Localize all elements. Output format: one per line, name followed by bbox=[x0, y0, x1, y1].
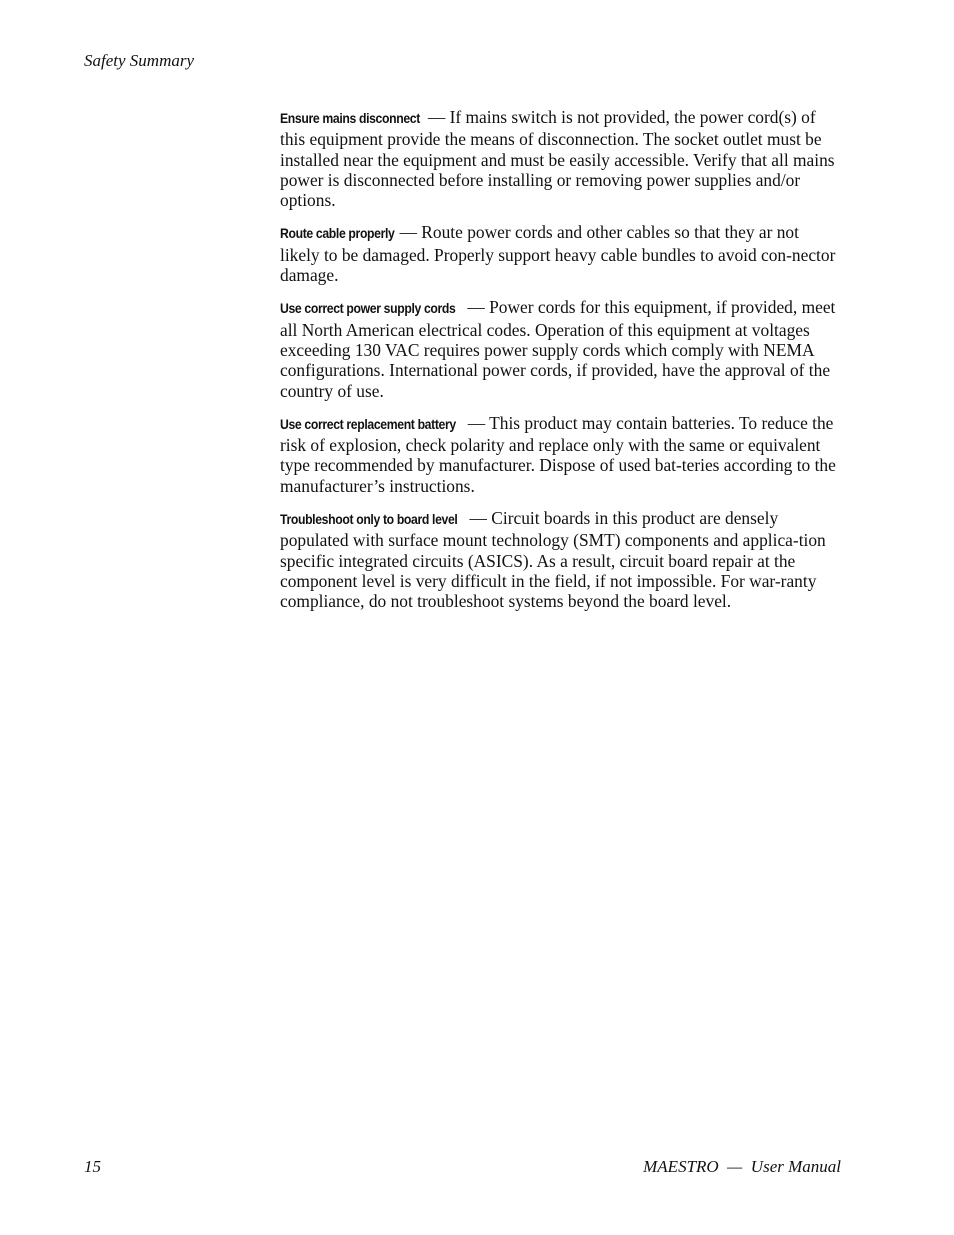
paragraph-text: — If mains switch is not provided, the power cord(s) of this equipment provide the means of disconnection. The socket outlet must be installed near the equipment and must be easily accessible. Verify that all mains power is disconnected before installing or removing power supplies and/or options. bbox=[280, 107, 835, 211]
paragraph-lead: Use correct power supply cords bbox=[280, 301, 456, 317]
running-header: Safety Summary bbox=[84, 51, 195, 70]
paragraph-text: — Power cords for this equipment, if provided, meet all North American electrical codes. Operation of this equipment at voltages exceeding 130 VAC requires power supply cords which comply with NEMA configurations. International power cords, if provided, have the approval of the country of use. bbox=[280, 297, 836, 401]
paragraph-lead: Route cable properly bbox=[280, 226, 395, 242]
paragraph-lead: Troubleshoot only to board level bbox=[280, 512, 458, 528]
paragraph-text: — This product may contain batteries. To reduce the risk of explosion, check polarity and replace only with the same or equivalent type recommended by manufacturer. Dispose of used bat-teries according to the manufacturer’s instructions. bbox=[280, 412, 836, 496]
paragraph-power-supply-cords bbox=[280, 297, 842, 400]
paragraph-route-cable bbox=[280, 222, 842, 285]
paragraph-text: — Route power cords and other cables so that they ar not likely to be damaged. Properly support heavy cable bundles to avoid con-nector damage. bbox=[280, 222, 836, 286]
paragraph-text: — Circuit boards in this product are densely populated with surface mount technology (SMT) components and applica-tion specific integrated circuits (ASICS). As a result, circuit board repair at the component level is very difficult in the field, if not impossible. For war-ranty compliance, do not troubleshoot systems beyond the board level. bbox=[280, 508, 826, 612]
paragraph-lead: Ensure mains disconnect bbox=[280, 111, 420, 126]
paragraph-lead: Use correct replacement battery bbox=[280, 416, 456, 432]
manual-title: MAESTRO — User Manual bbox=[643, 1157, 841, 1176]
page-number: 15 bbox=[84, 1157, 101, 1176]
paragraph-troubleshoot bbox=[280, 508, 842, 611]
safety-content bbox=[280, 107, 842, 624]
paragraph-mains-disconnect bbox=[280, 107, 842, 210]
paragraph-replacement-battery bbox=[280, 413, 842, 496]
